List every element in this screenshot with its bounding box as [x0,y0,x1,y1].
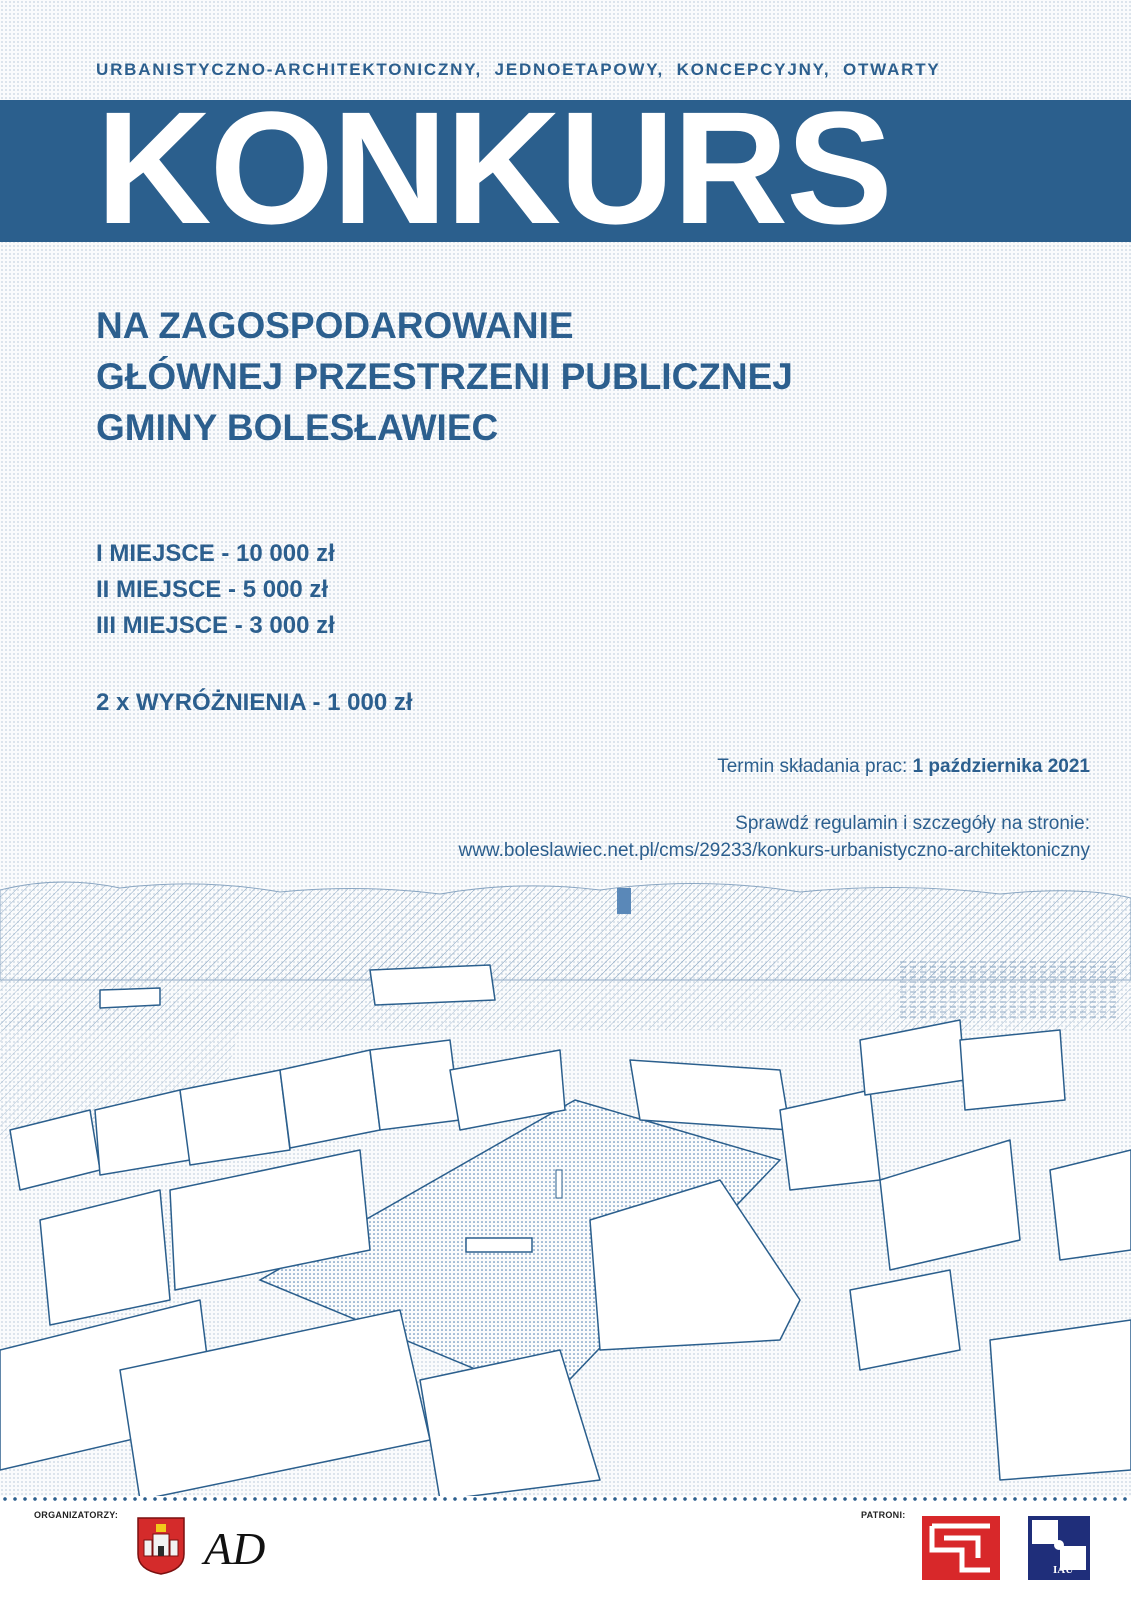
building [280,1050,380,1148]
red-patron-logo-icon [922,1516,1000,1580]
rules-info [458,810,1090,864]
boleslawiec-coat-of-arms-icon [136,1516,186,1576]
deadline [717,756,1090,778]
iau-logo-text: IAU [1053,1564,1074,1576]
rules-url-link[interactable]: www.boleslawiec.net.pl/cms/29233/konkurs-urbanistyczno-architektoniczny [458,840,1090,861]
ad-monogram-text: AD [204,1523,266,1574]
competition-subtitle: URBANISTYCZNO-ARCHITEKTONICZNY, JEDNOETAPOWY, KONCEPCYJNY, OTWARTY [96,60,941,79]
building [1050,1150,1131,1260]
organizers-label: ORGANIZATORZY: [34,1510,119,1520]
building [370,1040,460,1130]
prize-third: III MIEJSCE - 3 000 zł [96,612,335,639]
building [780,1090,880,1190]
prize-list [96,536,335,644]
footer-dotted-border [0,1496,1131,1502]
building [630,1060,790,1130]
headline-line-2: GŁÓWNEJ PRZESTRZENI PUBLICZNEJ [96,356,793,397]
square-monument [556,1170,562,1198]
prize-honorable-mentions: 2 x WYRÓŻNIENIA - 1 000 zł [96,689,413,716]
building [860,1020,965,1095]
prize-second: II MIEJSCE - 5 000 zł [96,576,329,603]
headline-line-1: NA ZAGOSPODAROWANIE [96,305,574,346]
headline [96,300,793,453]
pond [900,960,1120,1020]
poster-title: KONKURS [96,78,891,257]
ad-monogram-logo [204,1522,264,1584]
rules-info-text: Sprawdź regulamin i szczegóły na stronie: [735,813,1090,834]
building [960,1030,1065,1110]
building [880,1140,1020,1270]
building [40,1190,170,1325]
patrons-label: PATRONI: [861,1510,906,1520]
building [990,1320,1131,1480]
building [850,1270,960,1370]
pavilion [466,1238,532,1252]
deadline-label: Termin składania prac: [717,756,908,777]
building [100,988,160,1008]
building [370,965,495,1005]
deadline-date: 1 października 2021 [912,756,1090,777]
prize-first: I MIEJSCE - 10 000 zł [96,540,335,567]
headline-line-3: GMINY BOLESŁAWIEC [96,407,499,448]
footer [0,1496,1131,1600]
town-square-illustration [0,880,1131,1500]
tower-building [617,888,631,914]
